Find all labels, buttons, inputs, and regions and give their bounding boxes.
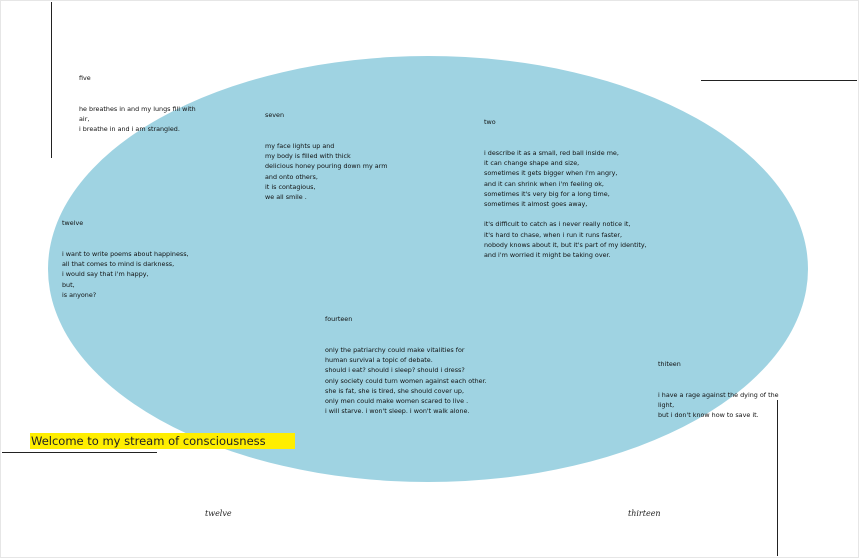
caption-twelve: twelve [205, 509, 232, 518]
poem-body: he breathes in and my lungs fill with air, i breathe in and i am strangled. [79, 105, 196, 134]
poem-title: seven [265, 111, 285, 120]
poem-thirteen[interactable] [658, 339, 779, 431]
poem-body: i want to write poems about happiness, all that comes to mind is darkness, i would say that i'm happy, but, is anyone? [62, 250, 189, 299]
poem-body: my face lights up and my body is filled with thick delicious honey pouring down my arm and onto others, it is contagious, we all smile . [265, 142, 388, 202]
poem-seven[interactable] [265, 90, 387, 212]
line-top-left[interactable] [51, 2, 52, 158]
poem-body: i describe it as a small, red ball inside me, it can change shape and size, sometimes it gets bigger when i'm angry, and it can shrink when i'm feeling ok, sometimes it's very big for a long time, sometimes it almost goes away, it's difficult to catch as i never really notice it, it's hard to chase, when i run it runs faster, nobody knows about it, but it's part of my identity, and i'm worried it might be taking over. [484, 149, 647, 260]
welcome-highlight-text[interactable]: Welcome to my stream of consciousness [30, 433, 295, 449]
line-top-right[interactable] [701, 80, 857, 81]
poem-title: thiteen [658, 360, 681, 369]
poem-twelve[interactable] [62, 198, 189, 310]
poem-title: two [484, 118, 496, 127]
poem-two[interactable] [484, 97, 647, 270]
poem-five[interactable] [79, 53, 196, 145]
poem-body: only the patriarchy could make vitalities for human survival a topic of debate. should i eat? should i sleep? should i dress? only society could turn women against each other. she is fat, she is tired, she should cover up, only men could make women scared to live . i will starve. i won't sleep. i won't walk alone. [325, 346, 487, 416]
poem-fourteen[interactable] [325, 294, 487, 427]
poem-title: fourteen [325, 315, 353, 324]
poem-title: five [79, 74, 91, 83]
line-bottom-left[interactable] [2, 452, 157, 453]
caption-thirteen: thirteen [628, 509, 661, 518]
poem-body: i have a rage against the dying of the light, but i don't know how to save it. [658, 391, 779, 420]
poem-title: twelve [62, 219, 84, 228]
